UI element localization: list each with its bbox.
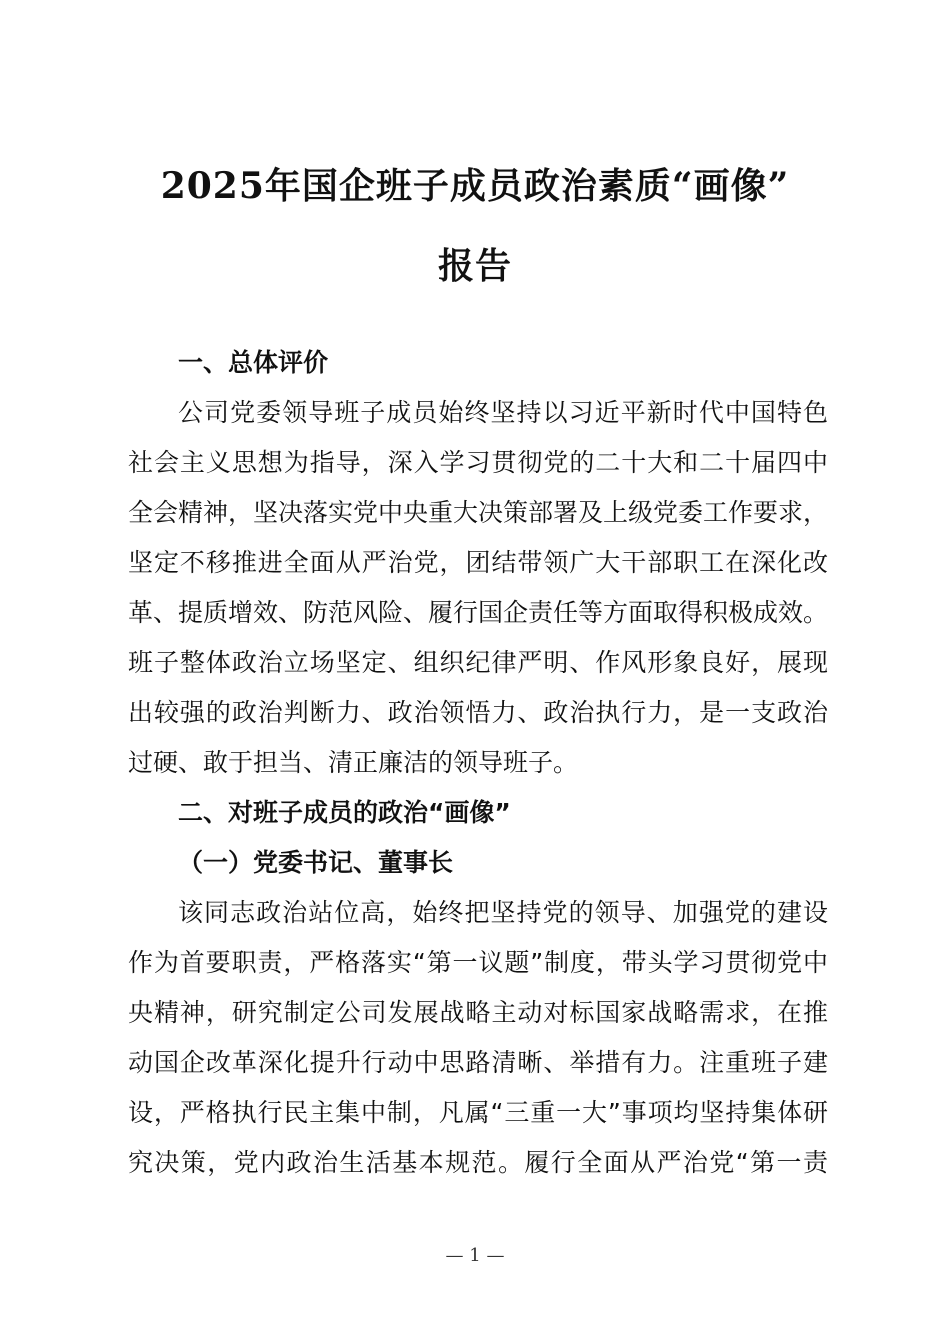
paragraph-line: 出较强的政治判断力、政治领悟力、政治执行力，是一支政治	[128, 698, 828, 727]
paragraph-line: 究决策，党内政治生活基本规范。履行全面从严治党“第一责	[128, 1148, 828, 1177]
paragraph-line: 革、提质增效、防范风险、履行国企责任等方面取得积极成效。	[128, 598, 829, 627]
subsection-1-heading: （一）党委书记、董事长	[178, 848, 454, 877]
section-2-heading: 二、对班子成员的政治“画像”	[178, 798, 511, 827]
section-1-heading: 一、总体评价	[178, 348, 329, 377]
paragraph-line: 班子整体政治立场坚定、组织纪律严明、作风形象良好，展现	[128, 648, 828, 677]
paragraph-line: 全会精神，坚决落实党中央重大决策部署及上级党委工作要求，	[128, 498, 829, 527]
paragraph-line: 社会主义思想为指导，深入学习贯彻党的二十大和二十届四中	[128, 448, 828, 477]
paragraph-line: 该同志政治站位高，始终把坚持党的领导、加强党的建设	[178, 898, 828, 927]
paragraph-line: 公司党委领导班子成员始终坚持以习近平新时代中国特色	[178, 398, 828, 427]
page-number: — 1 —	[445, 1245, 505, 1266]
document-title-line-2: 报告	[437, 245, 512, 287]
paragraph-line: 动国企改革深化提升行动中思路清晰、举措有力。注重班子建	[128, 1048, 828, 1077]
paragraph-line: 设，严格执行民主集中制，凡属“三重一大”事项均坚持集体研	[128, 1098, 828, 1127]
paragraph-line: 坚定不移推进全面从严治党，团结带领广大干部职工在深化改	[128, 548, 828, 577]
paragraph-line: 央精神，研究制定公司发展战略主动对标国家战略需求，在推	[128, 998, 828, 1027]
document-title-line-1: 2025年国企班子成员政治素质“画像”	[160, 165, 790, 207]
paragraph-line: 过硬、敢于担当、清正廉洁的领导班子。	[128, 748, 579, 777]
paragraph-line: 作为首要职责，严格落实“第一议题”制度，带头学习贯彻党中	[128, 948, 828, 977]
